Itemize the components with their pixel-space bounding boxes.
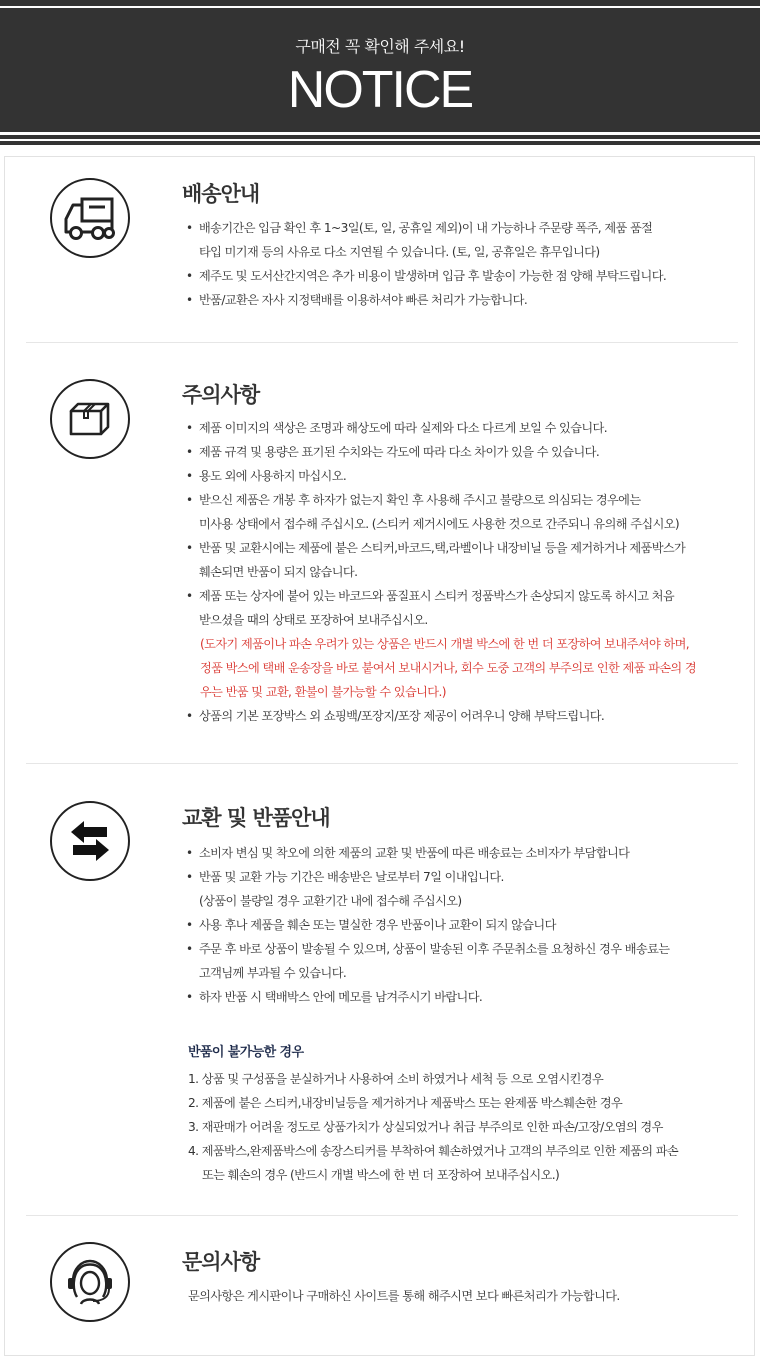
ordered-item: 1. 상품 및 구성품을 분실하거나 사용하여 소비 하였거나 세척 등 으로 오염시킨경우 [188,1072,604,1086]
list-item: • 상품의 기본 포장박스 외 쇼핑백/포장지/포장 제공이 어려우니 양해 부탁드립니다. [184,704,744,728]
list-item: • 반품 및 교환 가능 기간은 배송받은 날로부터 7일 이내입니다. [184,865,744,889]
list-item: • 제품 규격 및 용량은 표기된 수치와는 각도에 따라 다소 차이가 있을 수 있습니다. [184,440,744,464]
exchange-arrows-icon [49,800,131,882]
no-return-list [188,1067,748,1187]
list-item: 훼손되면 반품이 되지 않습니다. [199,565,358,579]
shipping-title: 배송안내 [182,182,260,206]
box-icon [49,378,131,460]
no-return-title: 반품이 불가능한 경우 [188,1045,304,1060]
list-item: • 배송기간은 입금 확인 후 1~3일(토, 일, 공휴일 제외)이 내 가능하나 주문량 폭주, 제품 품절 [184,216,744,240]
list-item: • 하자 반품 시 택배박스 안에 메모를 남겨주시기 바랍니다. [184,985,744,1009]
list-item: (상품이 불량일 경우 교환기간 내에 접수해 주십시오) [199,894,462,908]
warning-text: (도자기 제품이나 파손 우려가 있는 상품은 반드시 개별 박스에 한 번 더 포장하여 보내주셔야 하며, [200,637,690,651]
header-line-top [0,6,760,8]
list-item: • 소비자 변심 및 착오에 의한 제품의 교환 및 반품에 따른 배송료는 소비자가 부담합니다 [184,841,744,865]
inquiry-text: 문의사항은 게시판이나 구매하신 사이트를 통해 해주시면 보다 빠른처리가 가능합니다. [188,1289,620,1303]
list-item: • 용도 외에 사용하지 마십시오. [184,464,744,488]
list-item: • 주문 후 바로 상품이 발송될 수 있으며, 상품이 발송된 이후 주문취소를 요청하신 경우 배송료는 [184,937,744,961]
ordered-item: 4. 제품박스,완제품박스에 송장스티커를 부착하여 훼손하였거나 고객의 부주의로 인한 제품의 파손 [188,1144,679,1158]
ordered-item: 또는 훼손의 경우 (반드시 개별 박스에 한 번 더 포장하여 보내주십시오.) [202,1168,560,1182]
list-item: 고객님께 부과될 수 있습니다. [199,966,347,980]
section-divider [26,763,738,764]
section-divider [26,342,738,343]
list-item: • 제품 이미지의 색상은 조명과 해상도에 따라 실제와 다소 다르게 보일 수 있습니다. [184,416,744,440]
header-line-bottom-2 [0,139,760,141]
list-item: • 반품 및 교환시에는 제품에 붙은 스티커,바코드,택,라벨이나 내장비닐 등을 제거하거나 제품박스가 [184,536,744,560]
warning-text: 우는 반품 및 교환, 환불이 불가능할 수 있습니다.) [200,685,446,699]
caution-list [184,416,744,728]
list-item: • 반품/교환은 자사 지정택배를 이용하셔야 빠른 처리가 가능합니다. [184,288,744,312]
caution-title: 주의사항 [182,383,260,407]
list-item: 받으셨을 때의 상태로 포장하여 보내주십시오. [199,613,428,627]
header-subtitle: 구매전 꼭 확인해 주세요! [295,37,465,56]
list-item: • 사용 후나 제품을 훼손 또는 멸실한 경우 반품이나 교환이 되지 않습니다 [184,913,744,937]
warning-text: 정품 박스에 택배 운송장을 바로 붙여서 보내시거나, 회수 도중 고객의 부주의로 인한 제품 파손의 경 [200,661,697,675]
exchange-list [184,841,744,1009]
section-divider [26,1215,738,1216]
list-item: 미사용 상태에서 접수해 주십시오. (스티커 제거시에도 사용한 것으로 간주되니 유의해 주십시오) [199,517,680,531]
list-item: 타입 미기재 등의 사유로 다소 지연될 수 있습니다. (토, 일, 공휴일은 휴무입니다) [199,245,600,259]
shipping-list [184,216,744,312]
exchange-title: 교환 및 반품안내 [182,806,330,830]
list-item: • 제품 또는 상자에 붙어 있는 바코드와 품질표시 스티커 정품박스가 손상되지 않도록 하시고 처음 [184,584,744,608]
truck-icon [49,177,131,259]
list-item: • 받으신 제품은 개봉 후 하자가 없는지 확인 후 사용해 주시고 불량으로 의심되는 경우에는 [184,488,744,512]
header-title: NOTICE [287,61,473,119]
header-line-bottom-1 [0,132,760,135]
inquiry-title: 문의사항 [182,1250,260,1274]
ordered-item: 2. 제품에 붙은 스티커,내장비닐등을 제거하거나 제품박스 또는 완제품 박스훼손한 경우 [188,1096,623,1110]
ordered-item: 3. 재판매가 어려울 정도로 상품가치가 상실되었거나 취급 부주의로 인한 파손/고장/오염의 경우 [188,1120,663,1134]
headset-icon [49,1241,131,1323]
notice-header [0,0,760,145]
list-item: • 제주도 및 도서산간지역은 추가 비용이 발생하며 입금 후 발송이 가능한 점 양해 부탁드립니다. [184,264,744,288]
